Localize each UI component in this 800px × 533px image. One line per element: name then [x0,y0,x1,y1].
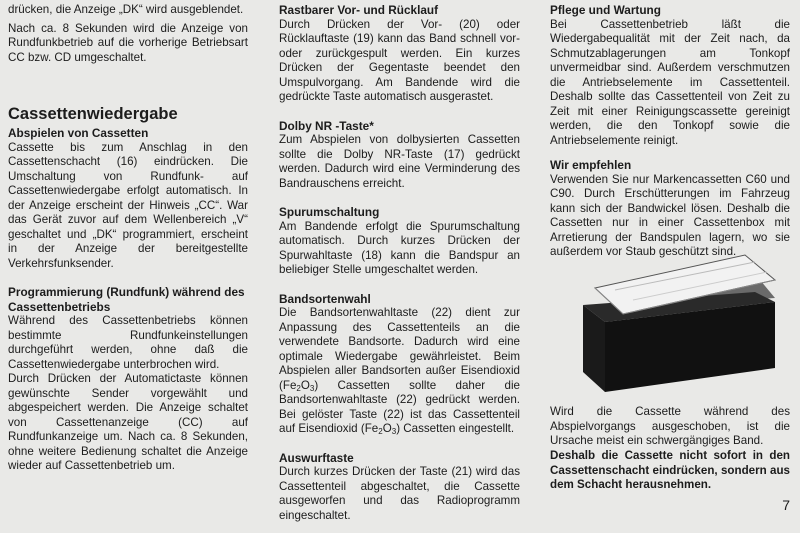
column-middle [279,0,520,533]
section-text: Verwenden Sie nur Markencassetten C60 und C90. Durch Erschütterungen im Fahrzeug kann sich der Bandwickel lösen. Deshalb die Cassetten nur in einer Cassettenbox mit Arretierung der Bandspulen lagern, wo sie außerdem vor Staub geschützt sind. [550,172,790,258]
section-title: Bandsortenwahl [279,291,371,306]
section-track-switch [279,205,520,278]
section-dolby [279,119,520,192]
section-title: Programmierung (Rundfunk) während des Cassettenbetriebs [8,285,245,314]
section-title: Wir empfehlen [550,158,632,172]
section-title: Dolby NR -Taste* [279,118,374,133]
section-title: Spurumschaltung [279,205,380,219]
section-radio-programming [8,285,248,474]
section-title: Pflege und Wartung [550,3,661,17]
section-text: Am Bandende erfolgt die Spurumschaltung automatisch. Durch kurzes Drücken der Spurwahltaste (18) kann die Bandspur an beliebiger Stelle umgeschaltet werden. [279,219,520,276]
section-text: Die Bandsortenwahltaste (22) dient zur Anpassung des Cassettenteils an die verwendete Bandsorte. Dadurch wird eine optimale Wiedergabe gewährleistet. Beim Abspielen aller Bandsorten außer Eisendioxid $(Fe_2O_3)$ Cassetten sollte daher die Bandsortenwahltaste (22) gedrückt werden. Bei gelöster Taste (22) ist das Cassettenteil auf Eisendioxid $(Fe_2O_3)$ Cassetten eingestellt. [279,306,520,436]
column-right [550,0,790,491]
section-text: Bei Cassettenbetrieb läßt die Wiedergabequalität mit der Zeit nach, da Schmutzablagerungen am Tonkopf unvermeidbar sind. Außerdem verschmutzen die Antriebselemente im Cassettenteil. Deshalb sollte das Cassettenteil von Zeit zu Zeit mit einer Reinigungscassette gereinigt werden, die den Tonkopf sowie die Antriebselemente reinigt. [550,17,790,147]
section-text: Zum Abspielen von dolbysierten Cassetten sollte die Dolby NR-Taste (17) gedrückt werden. Dadurch wird eine Verminderung des Bandrauschens erreicht. [279,133,520,190]
section-text: Durch Drücken der Automatictaste können gewünschte Sender vorgewählt und abgespeichert werden. Die Anzeige schaltet von Cassettenanzeige (CC) auf Rundfunkanzeige um. Nach ca. 8 Sekunden, ohne weitere Bedienung schaltet die Anzeige wieder auf Cassettenbetrieb um. [8,372,248,472]
illustration-caption: Wird die Cassette während des Abspielvorgangs ausgeschoben, ist die Ursache meist ein schwergängiges Band. [550,405,790,447]
paragraph-switch-back: Nach ca. 8 Sekunden wird die Anzeige von Rundfunkbetrieb auf die vorherige Betriebsart CC bzw. CD umgeschaltet. [8,21,248,64]
section-heading: Cassettenwiedergabe [8,105,178,123]
section-text: Durch Drücken der Vor- (20) oder Rücklauftaste (19) kann das Band schnell vor- oder zurückgespult werden. Ein kurzes Drücken der Gegentaste beendet den Umspulvorgang. Am Bandende wird die gedrückte Taste automatisch ausgerastet. [279,17,520,103]
section-text: Cassette bis zum Anschlag in den Cassettenschacht (16) eindrücken. Die Umschaltung von Rundfunk- auf Cassettenwiedergabe erfolgt automatisch. In der Anzeige erscheint der Hinweis „CC“. War das Gerät zuvor auf dem Wellenbereich „V“ geschaltet und „DK“ programmiert, erscheint in der Anzeige der bereitgestellte Verkehrsfunksender. [8,140,248,270]
section-title: Rastbarer Vor- und Rücklauf [279,3,439,17]
section-text: Während des Cassettenbetriebs können bestimmte Rundfunkeinstellungen durchgeführt werden, ohne daß die Cassettenwiedergabe unterbrochen wird. [8,314,248,371]
page-number: 7 [782,497,790,513]
section-care [550,3,790,148]
section-text: Durch kurzes Drücken der Taste (21) wird das Cassettenteil abgeschaltet, die Cassette ausgeworfen und das Radioprogramm eingeschaltet. [279,465,520,522]
warning-note: Deshalb die Cassette nicht sofort in den Cassettenschacht eindrücken, sondern aus dem Schacht herausnehmen. [550,449,790,491]
section-title: Auswurftaste [279,450,354,465]
paragraph-continued: drücken, die Anzeige „DK“ wird ausgeblendet. [8,3,244,16]
section-play-cassettes [8,126,248,271]
section-fast-forward [279,3,520,105]
section-eject [279,451,520,524]
section-tape-type [279,292,520,437]
section-recommend [550,158,790,260]
section-title: Abspielen von Cassetten [8,126,149,140]
cassette-box-illustration [575,250,780,400]
column-left [8,0,248,484]
